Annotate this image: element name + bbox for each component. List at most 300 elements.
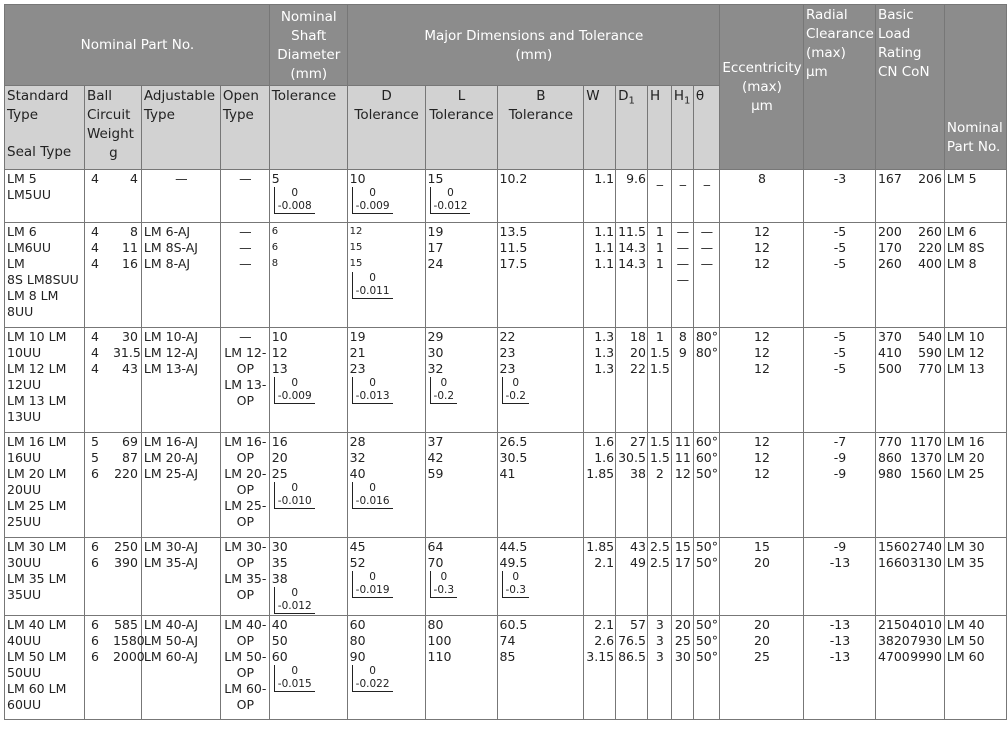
b-cell-value: 23	[499, 345, 516, 360]
tolerance-box	[430, 187, 471, 214]
adjustable-type-cell	[141, 223, 220, 328]
h1-cell	[671, 538, 693, 616]
tolerance-box	[352, 571, 393, 598]
w-cell-value: 1.85	[586, 466, 615, 481]
load-rating-line	[878, 256, 943, 272]
header-line: Shaft	[291, 27, 327, 44]
weight-value: 8	[129, 224, 138, 239]
adjustable-type-cell-value: LM 20-AJ	[143, 450, 199, 465]
b-cell-value: 23	[499, 361, 516, 376]
weight-value: 69	[122, 434, 138, 449]
w-cell	[584, 433, 616, 538]
b-cell-value: 26.5	[499, 434, 528, 449]
tolerance-value: 0	[447, 187, 454, 199]
h1-cell-value: 9	[678, 345, 687, 360]
standard-type-cell-value: 12UU	[7, 377, 42, 392]
w-cell-value: 2.1	[594, 617, 615, 632]
table-row	[5, 328, 1007, 433]
con-value: 3130	[910, 555, 942, 570]
theta-cell	[693, 223, 719, 328]
h1-cell-value: —	[676, 224, 690, 239]
con-value: 400	[918, 256, 942, 271]
b-cell-value: 49.5	[499, 555, 528, 570]
b-cell-value: 44.5	[499, 539, 528, 554]
open-type-cell-value: —	[239, 171, 252, 186]
h1-cell-value: 20	[674, 617, 691, 632]
weight-value: 250	[114, 539, 138, 554]
tolerance-value: 0	[369, 571, 376, 583]
l-cell-value: 17	[427, 240, 444, 255]
linear-bushing-spec-table	[4, 4, 1007, 720]
theta-cell	[693, 616, 719, 720]
open-type-header	[220, 86, 269, 170]
d1-cell	[616, 538, 648, 616]
tolerance-value: -0.010	[277, 495, 312, 507]
radial-clearance-cell-value: -13	[829, 649, 851, 664]
l-cell-value: 32	[427, 361, 444, 376]
ball-circuit-value: 4	[90, 345, 99, 360]
open-type-cell	[220, 223, 269, 328]
open-type-cell-value: LM 30-	[224, 539, 267, 554]
shaft-diameter-cell-value: 16	[271, 434, 288, 449]
adjustable-type-cell-value: LM 40-AJ	[143, 617, 199, 632]
ball-weight-cell	[84, 538, 141, 616]
d1-cell-value: 22	[630, 361, 646, 376]
h-cell	[647, 170, 671, 223]
eccentricity-cell-value: 12	[754, 361, 770, 376]
standard-type-cell-value: 35UU	[7, 587, 42, 602]
standard-type-cell-value: 25UU	[7, 514, 42, 529]
open-type-cell-value: LM 60-	[224, 681, 267, 696]
load-rating-cell	[875, 223, 944, 328]
tolerance-value: -0.016	[355, 495, 390, 507]
shaft-diameter-cell-value: 35	[271, 555, 288, 570]
standard-type-cell-value: LM 30 LM	[7, 539, 67, 554]
tolerance-value: 0	[369, 187, 376, 199]
shaft-diameter-cell-value: 25	[271, 466, 288, 481]
d-tolerance-header: D Tolerance	[347, 86, 425, 170]
header-line: Standard	[7, 88, 69, 104]
h1-cell-value: —	[676, 256, 690, 271]
radial-clearance-cell	[803, 223, 875, 328]
l-cell-value: 24	[427, 256, 444, 271]
radial-clearance-cell-value: -9	[833, 539, 847, 554]
d1-cell-value: 86.5	[618, 649, 646, 664]
b-cell	[497, 170, 584, 223]
tolerance-value: 0	[369, 482, 376, 494]
part-no-cell-value: LM 60	[946, 649, 985, 664]
part-no-cell-value: LM 30	[946, 539, 985, 554]
part-no-cell	[944, 433, 1006, 538]
header-line: Load	[877, 26, 911, 42]
shaft-diameter-cell-value: 38	[271, 571, 288, 586]
part-no-cell-value: LM 50	[946, 633, 985, 648]
h-cell-value: 1	[655, 224, 664, 239]
w-cell	[584, 616, 616, 720]
standard-type-cell-value: LM 13 LM	[7, 393, 67, 408]
radial-clearance-cell-value: -9	[833, 450, 847, 465]
cn-value: 770	[877, 434, 902, 449]
weight-value: 31.5	[112, 345, 141, 360]
eccentricity-cell	[719, 433, 803, 538]
w-cell-value: 1.85	[586, 539, 615, 554]
d1-cell-value: 76.5	[618, 633, 646, 648]
part-no-cell-value: LM 20	[946, 450, 985, 465]
table-row	[5, 616, 1007, 720]
h-cell-value: 2	[655, 466, 664, 481]
tolerance-value: 0	[369, 272, 376, 284]
d-cell	[347, 223, 425, 328]
open-type-cell-value: LM 50-	[224, 649, 267, 664]
h1-cell	[671, 170, 693, 223]
h1-cell	[671, 616, 693, 720]
standard-type-cell-value: LM 20 LM	[7, 466, 67, 481]
ball-circuit-value: 4	[90, 256, 99, 271]
standard-type-cell-value: LM 60 LM	[7, 681, 67, 696]
open-type-cell-value: OP	[236, 450, 255, 465]
radial-clearance-header	[803, 5, 875, 170]
ball-weight-cell	[84, 433, 141, 538]
con-value: 4010	[910, 617, 942, 632]
shaft-diameter-cell-value: 50	[271, 633, 288, 648]
standard-type-cell-value: 16UU	[7, 450, 42, 465]
eccentricity-cell-value: 20	[754, 617, 770, 632]
part-no-cell-value: LM 8S	[946, 240, 985, 255]
w-cell-value: 1.1	[594, 224, 615, 239]
tolerance-box	[352, 377, 393, 404]
open-type-cell	[220, 616, 269, 720]
standard-type-cell-value: LM 8 LM	[7, 288, 59, 303]
d-cell-value: 23	[349, 361, 366, 376]
shaft-diameter-cell-value: 30	[271, 539, 288, 554]
load-rating-cell	[875, 433, 944, 538]
open-type-cell-value: —	[239, 224, 252, 239]
header-line: Clearance	[805, 26, 874, 42]
b-cell-value: 13.5	[499, 224, 528, 239]
tolerance-box	[502, 377, 530, 404]
standard-type-cell-value: LM 50 LM	[7, 649, 67, 664]
d1-cell-value: 43	[630, 539, 646, 554]
part-no-cell-value: LM 13	[946, 361, 985, 376]
ball-weight-line	[87, 555, 140, 571]
ball-weight-line	[87, 466, 140, 482]
ball-circuit-value: 4	[90, 361, 99, 376]
header-line: (max)	[805, 45, 846, 61]
load-rating-line	[878, 466, 943, 482]
header-line: Adjustable	[143, 88, 216, 104]
ball-weight-line	[87, 539, 140, 555]
weight-value: 87	[122, 450, 138, 465]
l-cell	[425, 170, 497, 223]
h-cell-value: 1.5	[649, 361, 670, 376]
w-cell-value: 1.6	[594, 450, 615, 465]
part-no-cell	[944, 328, 1006, 433]
part-no-cell-value: LM 8	[946, 256, 977, 271]
shaft-diameter-cell-value: 10	[271, 329, 288, 344]
adjustable-type-cell	[141, 433, 220, 538]
d-cell-value: 45	[349, 539, 366, 554]
theta-cell	[693, 538, 719, 616]
standard-type-cell	[5, 170, 85, 223]
cn-value: 980	[877, 466, 902, 481]
tolerance-value: -0.009	[277, 390, 312, 402]
tolerance-value: -0.008	[277, 200, 312, 212]
con-value: 590	[918, 345, 942, 360]
b-cell-value: 85	[499, 649, 516, 664]
ball-weight-line	[87, 361, 140, 377]
adjustable-type-cell-value: LM 12-AJ	[143, 345, 199, 360]
header-line: Radial	[805, 7, 848, 23]
open-type-cell-value: LM 20-	[224, 466, 267, 481]
l-cell-value: 42	[427, 450, 444, 465]
radial-clearance-cell	[803, 616, 875, 720]
table-row	[5, 433, 1007, 538]
header-line: (max)	[741, 79, 782, 95]
d1-cell-value: 20	[630, 345, 646, 360]
ball-circuit-value: 4	[90, 224, 99, 239]
shaft-tolerance-header: Tolerance	[269, 86, 347, 170]
weight-value: 390	[114, 555, 138, 570]
radial-clearance-cell-value: -5	[833, 329, 847, 344]
cn-value: 410	[877, 345, 902, 360]
h1-cell	[671, 223, 693, 328]
ball-weight-line	[87, 617, 140, 633]
ball-weight-cell	[84, 328, 141, 433]
h-cell-value: 3	[655, 649, 664, 664]
b-cell	[497, 433, 584, 538]
tolerance-value: -0.012	[277, 600, 312, 612]
standard-type-cell	[5, 433, 85, 538]
cn-value: 167	[877, 171, 902, 186]
standard-type-cell-value: 10UU	[7, 345, 42, 360]
eccentricity-cell-value: 12	[754, 224, 770, 239]
d1-cell-value: 9.6	[626, 171, 646, 186]
d1-cell-value: 30.5	[618, 450, 646, 465]
standard-type-cell-value: 8S LM8SUU	[7, 272, 79, 287]
open-type-cell-value: LM 40-	[224, 617, 267, 632]
h1-cell-value: 25	[674, 633, 691, 648]
cn-value: 370	[877, 329, 902, 344]
con-value: 770	[918, 361, 942, 376]
eccentricity-cell	[719, 170, 803, 223]
open-type-cell-value: OP	[236, 482, 255, 497]
tolerance-box	[502, 571, 530, 598]
load-rating-line	[878, 329, 943, 345]
weight-value: 220	[114, 466, 138, 481]
load-rating-line	[878, 240, 943, 256]
d-cell	[347, 433, 425, 538]
header-line: Diameter	[277, 46, 341, 63]
tolerance-value: -0.2	[433, 390, 455, 402]
header-line: Part No.	[946, 139, 1001, 155]
d-cell-value: 12	[349, 226, 363, 237]
header-line: Rating	[877, 45, 922, 61]
tolerance-value: 0	[291, 665, 299, 677]
tolerance-box	[274, 187, 315, 214]
adjustable-type-cell-value: LM 8-AJ	[143, 256, 191, 271]
ball-circuit-value: 6	[90, 649, 99, 664]
eccentricity-cell	[719, 223, 803, 328]
ball-weight-line	[87, 649, 145, 665]
h1-cell-value: —	[676, 240, 690, 255]
ball-weight-line	[87, 633, 145, 649]
header-line: (mm)	[290, 65, 328, 82]
radial-clearance-cell	[803, 328, 875, 433]
d-cell-value: 15	[349, 258, 363, 269]
eccentricity-cell-value: 12	[754, 256, 770, 271]
shaft-diameter-cell	[269, 328, 347, 433]
cn-value: 1660	[877, 555, 910, 570]
header-line: μm	[751, 98, 773, 114]
w-cell-value: 2.1	[594, 555, 615, 570]
header-line: Type	[143, 107, 175, 123]
l-cell-value: 15	[427, 171, 444, 186]
d-cell-value: 52	[349, 555, 366, 570]
tolerance-box	[352, 272, 393, 299]
w-cell	[584, 328, 616, 433]
load-rating-line	[878, 555, 943, 571]
open-type-cell-value: —	[239, 329, 252, 344]
standard-type-cell-value: LM 10 LM	[7, 329, 67, 344]
tolerance-value: 0	[291, 587, 299, 599]
h1-cell-value: 11	[674, 450, 691, 465]
standard-type-cell-value: LM6UU	[7, 240, 52, 255]
eccentricity-cell-value: 12	[754, 466, 770, 481]
shaft-diameter-cell	[269, 223, 347, 328]
ball-circuit-value: 5	[90, 434, 99, 449]
theta-cell	[693, 328, 719, 433]
tolerance-value: 0	[512, 377, 520, 389]
h-cell-value: 1.5	[649, 434, 670, 449]
eccentricity-cell-value: 12	[754, 450, 770, 465]
h-cell-value: 2.5	[649, 555, 670, 570]
theta-cell-value: 50°	[695, 649, 718, 664]
tolerance-box	[430, 571, 458, 598]
load-rating-line	[878, 450, 943, 466]
tolerance-value: -0.2	[505, 390, 526, 402]
header-line: Open	[222, 88, 259, 104]
l-cell-value: 110	[427, 649, 452, 664]
standard-type-cell-value: LM 40 LM	[7, 617, 67, 632]
h1-cell-value: 11	[674, 434, 691, 449]
h1-header: $H_1$	[671, 86, 693, 170]
d-cell-value: 28	[349, 434, 366, 449]
radial-clearance-cell	[803, 433, 875, 538]
d1-cell-value: 49	[630, 555, 646, 570]
header-line: (mm)	[515, 46, 553, 63]
load-rating-line	[878, 434, 943, 450]
l-cell-value: 80	[427, 617, 444, 632]
weight-value: 43	[122, 361, 138, 376]
b-cell-value: 41	[499, 466, 516, 481]
adjustable-type-cell-value: LM 25-AJ	[143, 466, 199, 481]
d-cell	[347, 616, 425, 720]
open-type-cell	[220, 433, 269, 538]
eccentricity-cell-value: 12	[754, 345, 770, 360]
d1-cell-value: 14.3	[618, 240, 646, 255]
h1-cell-value: 12	[674, 466, 691, 481]
ball-circuit-value: 4	[90, 240, 99, 255]
shaft-diameter-cell	[269, 170, 347, 223]
standard-type-cell-value: 20UU	[7, 482, 42, 497]
part-no-cell-value: LM 16	[946, 434, 985, 449]
open-type-cell-value: OP	[236, 555, 255, 570]
open-type-cell-value: OP	[236, 665, 255, 680]
ball-weight-line	[87, 434, 140, 450]
radial-clearance-cell-value: -5	[833, 240, 847, 255]
weight-value: 4	[129, 171, 138, 186]
d-cell-value: 60	[349, 617, 366, 632]
b-cell-value: 60.5	[499, 617, 528, 632]
d1-header: $D_1$	[616, 86, 648, 170]
h-cell	[647, 616, 671, 720]
l-cell	[425, 328, 497, 433]
table-body	[5, 170, 1007, 720]
d-cell-value: 21	[349, 345, 366, 360]
radial-clearance-cell-value: -7	[833, 434, 847, 449]
tolerance-value: 0	[440, 571, 448, 583]
adjustable-type-cell-value: LM 16-AJ	[143, 434, 199, 449]
tolerance-value: 0	[369, 377, 376, 389]
eccentricity-cell-value: 20	[754, 555, 770, 570]
adjustable-type-cell-value: LM 13-AJ	[143, 361, 199, 376]
radial-clearance-cell-value: -9	[833, 466, 847, 481]
d1-cell-value: 57	[630, 617, 646, 632]
cn-value: 2150	[877, 617, 910, 632]
theta-cell-value: 60°	[695, 450, 718, 465]
eccentricity-cell-value: 12	[754, 434, 770, 449]
open-type-cell-value: —	[239, 240, 252, 255]
h1-cell-value: 15	[674, 539, 691, 554]
radial-clearance-cell-value: -5	[833, 224, 847, 239]
radial-clearance-cell-value: -13	[829, 617, 851, 632]
w-cell-value: 1.3	[594, 361, 615, 376]
d1-cell	[616, 433, 648, 538]
adjustable-type-header	[141, 86, 220, 170]
open-type-cell-value: OP	[236, 393, 255, 408]
open-type-cell-value: LM 13-	[224, 377, 267, 392]
load-rating-line	[878, 361, 943, 377]
standard-type-cell-value: LM 12 LM	[7, 361, 67, 376]
con-value: 7930	[910, 633, 942, 648]
eccentricity-cell-value: 12	[754, 329, 770, 344]
shaft-diameter-cell-value: 20	[271, 450, 288, 465]
l-cell	[425, 538, 497, 616]
w-cell-value: 2.6	[594, 633, 615, 648]
header-line: Type	[222, 107, 254, 123]
h-cell	[647, 538, 671, 616]
cn-value: 860	[877, 450, 902, 465]
header-line: CN CoN	[877, 64, 930, 80]
shaft-diameter-cell-value: 6	[271, 226, 279, 237]
nominal-part-no-right-header	[944, 5, 1006, 170]
nominal-part-no-header: Nominal Part No.	[5, 5, 270, 86]
w-cell-value: 1.1	[594, 240, 615, 255]
open-type-cell	[220, 328, 269, 433]
shaft-diameter-cell	[269, 616, 347, 720]
header-line: Eccentricity	[722, 60, 802, 76]
h-cell	[647, 223, 671, 328]
load-rating-line	[878, 224, 943, 240]
tolerance-box	[352, 665, 393, 692]
theta-cell	[693, 170, 719, 223]
standard-type-cell-value: LM 5	[7, 171, 37, 186]
con-value: 260	[918, 224, 942, 239]
tolerance-value: 0	[291, 482, 299, 494]
part-no-cell-value: LM 12	[946, 345, 985, 360]
adjustable-type-cell	[141, 170, 220, 223]
standard-type-cell	[5, 328, 85, 433]
